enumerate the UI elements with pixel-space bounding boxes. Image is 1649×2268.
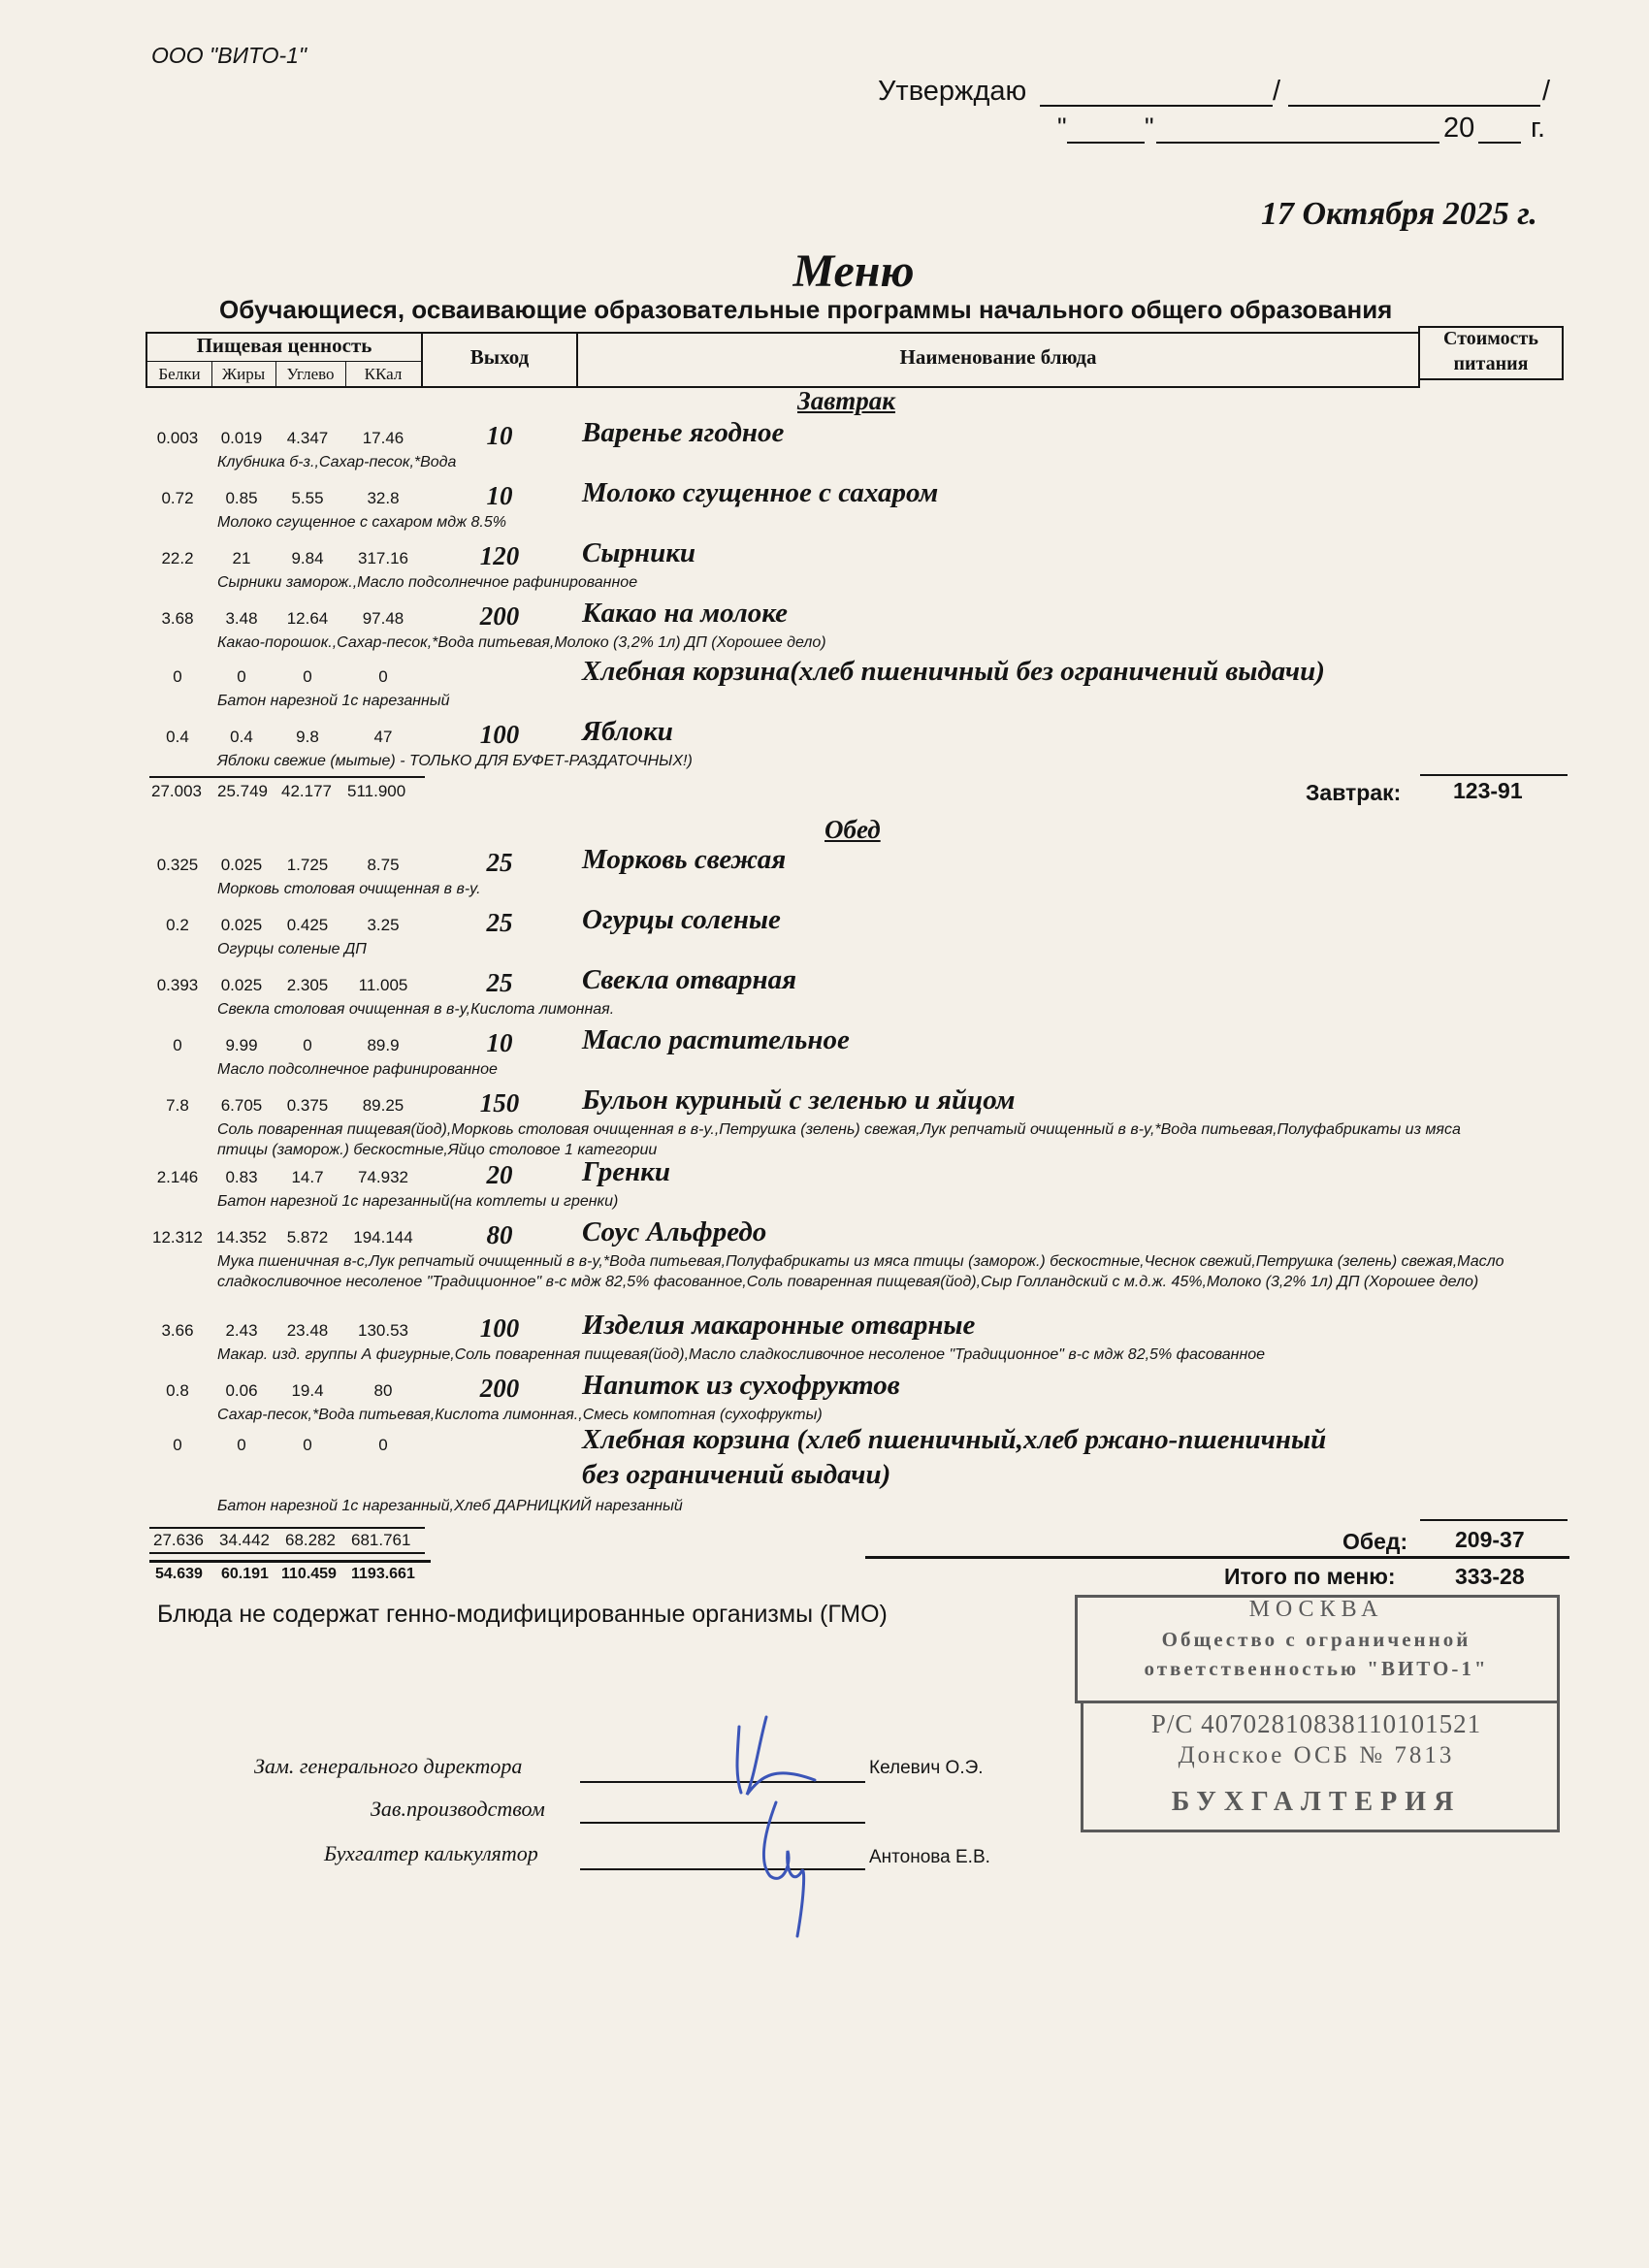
item-ingredients: Сахар-песок,*Вода питьевая,Кислота лимонная.,Смесь компотная (сухофрукты) xyxy=(217,1407,823,1423)
lunch-total-fat: 34.442 xyxy=(219,1531,270,1549)
item-ingredients: Батон нарезной 1с нарезанный,Хлеб ДАРНИЦКИЙ нарезанный xyxy=(217,1498,683,1514)
item-fat: 0.85 xyxy=(225,489,258,507)
breakfast-total-fat: 25.749 xyxy=(217,782,268,800)
item-kcal: 8.75 xyxy=(367,856,400,874)
item-output: 80 xyxy=(486,1220,513,1249)
item-fat: 6.705 xyxy=(220,1096,263,1115)
item-protein: 2.146 xyxy=(156,1168,199,1186)
item-protein: 0.325 xyxy=(156,856,199,874)
item-protein: 3.68 xyxy=(161,609,194,628)
item-fat: 0.83 xyxy=(225,1168,258,1186)
lunch-totals-underline xyxy=(149,1552,425,1554)
item-dish-name: Хлебная корзина(хлеб пшеничный без ограничений выдачи) xyxy=(582,656,1325,687)
breakfast-sum-rule xyxy=(1420,774,1568,776)
grand-total-kcal: 1193.661 xyxy=(351,1566,415,1582)
item-ingredients: Молоко сгущенное с сахаром мдж 8.5% xyxy=(217,514,506,531)
item-output: 25 xyxy=(486,968,513,997)
gmo-note: Блюда не содержат генно-модифицированные организмы (ГМО) xyxy=(157,1601,888,1628)
breakfast-total-carbs: 42.177 xyxy=(281,782,332,800)
stamp-account-number: Р/С 40702810838110101521 xyxy=(1150,1709,1482,1738)
item-fat: 0.025 xyxy=(220,976,263,994)
item-ingredients: Масло подсолнечное рафинированное xyxy=(217,1061,498,1078)
item-protein: 0.4 xyxy=(166,728,189,746)
grand-total-label: Итого по меню: xyxy=(1224,1564,1396,1589)
item-fat: 0.025 xyxy=(220,916,263,934)
item-kcal: 11.005 xyxy=(358,976,408,994)
breakfast-sum-value: 123-91 xyxy=(1453,778,1523,803)
lunch-sum-rule xyxy=(1420,1519,1568,1521)
item-fat: 14.352 xyxy=(216,1228,267,1247)
grand-total-rule xyxy=(865,1556,1569,1559)
dish-header-label: Наименование блюда xyxy=(899,345,1097,369)
item-carbs: 0 xyxy=(303,1036,312,1054)
nutrition-subheader-divider xyxy=(146,361,423,362)
item-output: 10 xyxy=(486,1028,513,1057)
item-protein: 22.2 xyxy=(161,549,194,567)
item-carbs: 2.305 xyxy=(286,976,329,994)
item-ingredients: Свекла столовая очищенная в в-у,Кислота лимонная. xyxy=(217,1001,615,1018)
item-protein: 0.2 xyxy=(166,916,189,934)
item-carbs: 23.48 xyxy=(286,1321,329,1340)
approve-signature-line xyxy=(1040,105,1273,107)
item-protein: 0.003 xyxy=(156,429,199,447)
header-protein: Белки xyxy=(158,365,201,383)
grand-total-protein: 54.639 xyxy=(155,1566,203,1582)
item-kcal: 89.9 xyxy=(367,1036,400,1054)
item-output: 150 xyxy=(479,1088,520,1118)
item-dish-name: Изделия макаронные отварные xyxy=(582,1310,976,1341)
item-output: 20 xyxy=(486,1160,513,1189)
stamp-bank: Донское ОСБ № 7813 xyxy=(1178,1742,1455,1768)
item-protein: 0 xyxy=(173,1436,182,1454)
item-protein: 0.72 xyxy=(161,489,194,507)
grand-total-value: 333-28 xyxy=(1455,1564,1525,1589)
stamp-company-line-2: ответственностью "ВИТО-1" xyxy=(1144,1657,1489,1680)
signature-name-deputy-director: Келевич О.Э. xyxy=(869,1758,984,1778)
item-carbs: 9.84 xyxy=(291,549,324,567)
item-dish-name: Морковь свежая xyxy=(582,844,787,875)
handwritten-signature-2 xyxy=(737,1795,834,1940)
stamp-department: БУХГАЛТЕРИЯ xyxy=(1171,1787,1462,1817)
lunch-total-kcal: 681.761 xyxy=(351,1531,411,1549)
item-ingredients: Огурцы соленые ДП xyxy=(217,941,367,957)
handwritten-signature-1 xyxy=(718,1707,824,1804)
item-dish-name: Варенье ягодное xyxy=(582,417,785,448)
item-carbs: 12.64 xyxy=(286,609,329,628)
item-output: 200 xyxy=(479,1374,520,1403)
item-ingredients: Мука пшеничная в-с,Лук репчатый очищенный в в-у,*Вода питьевая,Полуфабрикаты из мяса птицы (заморож.) бескостные,Чеснок свежий,Петрушка (зелень) свежая,Масло сладкосливочное несоленое "Традиционное" в-с мдж 82,5% фасованное,Соль поваренная пищевая(йод),Сыр Голландский с м.д.ж. 45%,Молоко (3,2% 1л) ДП (Хорошее дело) xyxy=(217,1253,1504,1290)
page-subtitle: Обучающиеся, осваивающие образовательные программы начального общего образования xyxy=(219,295,1393,324)
item-carbs: 5.55 xyxy=(291,489,324,507)
item-fat: 0 xyxy=(237,667,246,686)
item-fat: 9.99 xyxy=(225,1036,258,1054)
header-divider-1 xyxy=(211,362,212,388)
item-ingredients: Батон нарезной 1с нарезанный(на котлеты и гренки) xyxy=(217,1193,619,1210)
page-title: Меню xyxy=(792,245,915,297)
item-dish-name: Сырники xyxy=(582,537,696,568)
breakfast-sum-label: Завтрак: xyxy=(1306,780,1402,805)
item-kcal: 89.25 xyxy=(362,1096,404,1115)
item-fat: 0.019 xyxy=(220,429,263,447)
item-protein: 0.393 xyxy=(156,976,199,994)
item-ingredients: Клубника б-з.,Сахар-песок,*Вода xyxy=(217,454,457,470)
item-protein: 12.312 xyxy=(152,1228,203,1247)
breakfast-section-title: Завтрак xyxy=(797,386,895,415)
item-output: 120 xyxy=(479,541,520,570)
header-carbs: Углево xyxy=(286,365,335,383)
signature-role-accountant: Бухгалтер калькулятор xyxy=(324,1841,538,1865)
item-dish-name: Гренки xyxy=(582,1156,671,1187)
item-ingredients: Соль поваренная пищевая(йод),Морковь столовая очищенная в в-у.,Петрушка (зелень) свежая,Лук репчатый очищенный в в-у,*Вода питьевая,Полуфабрикаты из мяса птицы (заморож.) бескостные,Яйцо столовое 1 категории xyxy=(217,1121,1461,1158)
item-kcal: 97.48 xyxy=(362,609,404,628)
item-kcal: 32.8 xyxy=(367,489,400,507)
grand-totals-numbers-rule xyxy=(149,1560,431,1563)
item-fat: 2.43 xyxy=(225,1321,258,1340)
item-ingredients: Какао-порошок.,Сахар-песок,*Вода питьевая,Молоко (3,2% 1л) ДП (Хорошее дело) xyxy=(217,634,826,651)
item-dish-name: Соус Альфредо xyxy=(582,1216,767,1247)
lunch-sum-label: Обед: xyxy=(1342,1529,1408,1554)
grand-total-fat: 60.191 xyxy=(221,1566,269,1582)
item-dish-name: Молоко сгущенное с сахаром xyxy=(582,477,939,508)
item-ingredients: Морковь столовая очищенная в в-у. xyxy=(217,881,481,897)
item-carbs: 19.4 xyxy=(291,1381,324,1400)
lunch-totals-rule xyxy=(149,1527,425,1529)
item-carbs: 5.872 xyxy=(286,1228,329,1247)
nutrition-header-label: Пищевая ценность xyxy=(196,334,372,357)
item-kcal: 74.932 xyxy=(358,1168,408,1186)
item-kcal: 3.25 xyxy=(367,916,400,934)
approve-month-line xyxy=(1156,142,1439,144)
item-dish-name: Напиток из сухофруктов xyxy=(582,1370,900,1401)
approve-end-separator: / xyxy=(1542,76,1551,107)
header-divider-2 xyxy=(275,362,276,388)
item-ingredients: Сырники заморож.,Масло подсолнечное рафинированное xyxy=(217,574,638,591)
breakfast-total-protein: 27.003 xyxy=(151,782,202,800)
header-fat: Жиры xyxy=(221,365,266,383)
item-kcal: 0 xyxy=(378,1436,388,1454)
header-divider-3 xyxy=(345,362,346,388)
cost-header-label-1: Стоимость xyxy=(1443,328,1538,349)
item-dish-name: Свекла отварная xyxy=(582,964,797,995)
item-protein: 0 xyxy=(173,1036,182,1054)
stamp-company-line-1: Общество с ограниченной xyxy=(1161,1628,1471,1651)
item-carbs: 0 xyxy=(303,667,312,686)
item-ingredients: Макар. изд. группы А фигурные,Соль поваренная пищевая(йод),Масло сладкосливочное несоленое "Традиционное" в-с мдж 82,5% фасованное xyxy=(217,1346,1266,1363)
item-kcal: 317.16 xyxy=(358,549,408,567)
signature-name-accountant: Антонова Е.В. xyxy=(869,1847,990,1867)
item-protein: 0 xyxy=(173,667,182,686)
header-kcal: ККал xyxy=(364,365,403,383)
approve-label: Утверждаю xyxy=(878,76,1027,107)
item-dish-name: Какао на молоке xyxy=(582,598,788,629)
item-kcal: 80 xyxy=(373,1381,393,1400)
approve-year-suffix: г. xyxy=(1531,113,1546,144)
output-header-label: Выход xyxy=(469,345,530,369)
item-protein: 7.8 xyxy=(166,1096,189,1115)
breakfast-total-kcal: 511.900 xyxy=(347,782,406,800)
lunch-section-title: Обед xyxy=(824,815,881,844)
item-fat: 0.4 xyxy=(230,728,253,746)
approve-name-line xyxy=(1288,105,1540,107)
cost-header-label-2: питания xyxy=(1453,353,1529,374)
approve-quote-close: " xyxy=(1145,113,1154,142)
item-fat: 21 xyxy=(232,549,251,567)
item-output: 10 xyxy=(486,481,513,510)
item-kcal: 194.144 xyxy=(353,1228,413,1247)
item-dish-name: Яблоки xyxy=(582,716,673,747)
item-carbs: 0 xyxy=(303,1436,312,1454)
approve-year-prefix: 20 xyxy=(1443,113,1475,144)
item-output: 200 xyxy=(479,601,520,631)
breakfast-totals-rule xyxy=(149,776,425,778)
item-carbs: 14.7 xyxy=(291,1168,324,1186)
lunch-sum-value: 209-37 xyxy=(1455,1527,1525,1552)
item-protein: 3.66 xyxy=(161,1321,194,1340)
item-carbs: 1.725 xyxy=(286,856,329,874)
item-dish-name: Масло растительное xyxy=(582,1024,850,1055)
item-dish-name: Огурцы соленые xyxy=(582,904,781,935)
item-kcal: 0 xyxy=(378,667,388,686)
item-fat: 0.025 xyxy=(220,856,263,874)
item-output: 25 xyxy=(486,848,513,877)
lunch-total-protein: 27.636 xyxy=(153,1531,204,1549)
item-kcal: 47 xyxy=(373,728,393,746)
item-carbs: 9.8 xyxy=(296,728,319,746)
item-fat: 0.06 xyxy=(225,1381,258,1400)
lunch-total-carbs: 68.282 xyxy=(285,1531,336,1549)
grand-total-carbs: 110.459 xyxy=(281,1566,337,1582)
approve-year-line xyxy=(1478,142,1521,144)
item-fat: 0 xyxy=(237,1436,246,1454)
item-protein: 0.8 xyxy=(166,1381,189,1400)
stamp-city: МОСКВА xyxy=(1248,1597,1384,1622)
approve-quote-open: " xyxy=(1057,113,1067,142)
item-dish-name-continued: без ограничений выдачи) xyxy=(582,1459,891,1490)
signature-role-deputy-director: Зам. генерального директора xyxy=(254,1754,523,1778)
item-output: 100 xyxy=(479,720,520,749)
accounting-stamp xyxy=(1075,1595,1558,1835)
item-dish-name: Хлебная корзина (хлеб пшеничный,хлеб ржано-пшеничный xyxy=(582,1424,1327,1455)
item-output: 25 xyxy=(486,908,513,937)
item-output: 10 xyxy=(486,421,513,450)
approve-day-line xyxy=(1067,142,1145,144)
item-carbs: 0.375 xyxy=(286,1096,329,1115)
item-kcal: 130.53 xyxy=(358,1321,408,1340)
item-ingredients: Батон нарезной 1с нарезанный xyxy=(217,693,450,709)
organization-name: ООО "ВИТО-1" xyxy=(151,43,307,68)
item-carbs: 0.425 xyxy=(286,916,329,934)
item-kcal: 17.46 xyxy=(362,429,404,447)
item-output: 100 xyxy=(479,1313,520,1343)
item-carbs: 4.347 xyxy=(286,429,329,447)
item-ingredients: Яблоки свежие (мытые) - ТОЛЬКО ДЛЯ БУФЕТ-РАЗДАТОЧНЫХ!) xyxy=(217,753,693,769)
menu-date: 17 Октября 2025 г. xyxy=(1261,196,1537,232)
item-fat: 3.48 xyxy=(225,609,258,628)
item-dish-name: Бульон куриный с зеленью и яйцом xyxy=(582,1085,1016,1116)
approve-separator: / xyxy=(1273,76,1281,107)
signature-role-production-head: Зав.производством xyxy=(371,1797,545,1821)
